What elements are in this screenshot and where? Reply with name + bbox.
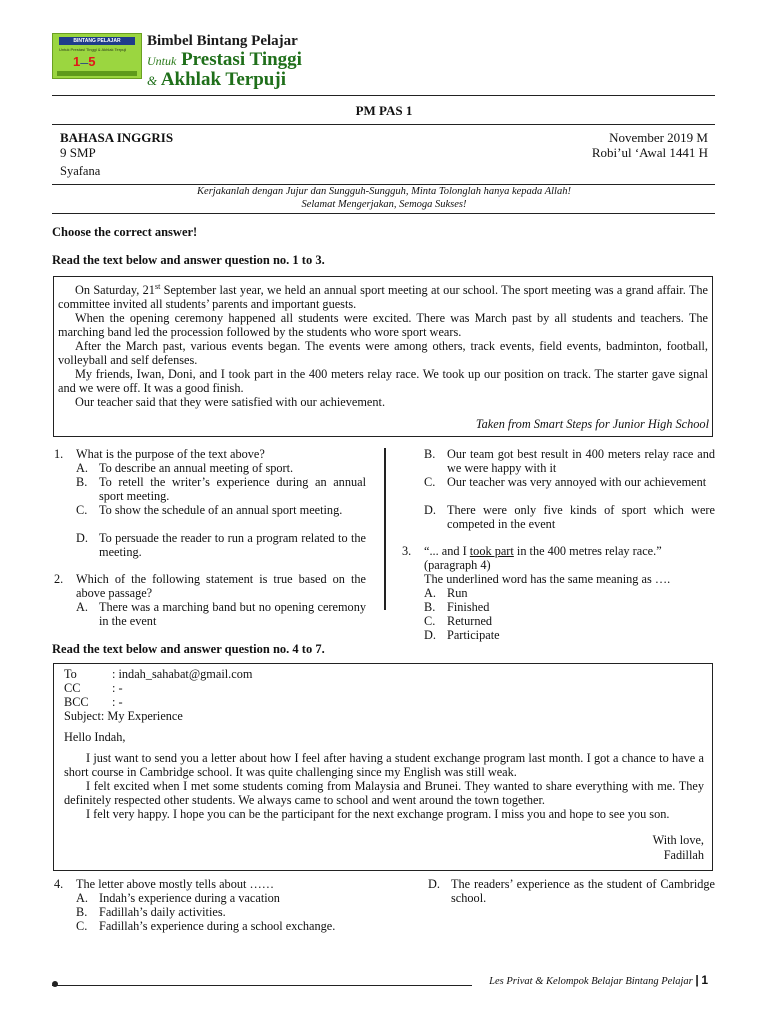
text1-paragraph-2: When the opening ceremony happened all students were excited. There was March past by all students and teachers. The marching band led the procession followed by the students who wore sport wears. (58, 311, 708, 340)
question-number: 4. (54, 877, 64, 891)
q3-prompt: The underlined word has the same meaning as …. (424, 572, 671, 586)
email-to: To : indah_sahabat@gmail.com (64, 667, 253, 681)
text1-paragraph-1: On Saturday, 21st September last year, we held an annual sport meeting at our school. The sport meeting was a grand affair. The committee invited all students’ parents and important guests. (58, 282, 708, 312)
text1-paragraph-3: After the March past, various events began. The events were among others, track events, field events, badminton, football, volleyball and self defenses. (58, 339, 708, 368)
question-number: 2. (54, 572, 64, 586)
email-sender: Fadillah (663, 848, 704, 862)
logo-mid-text: Untuk Prestasi Tinggi & Akhlak Terpuji (59, 47, 127, 52)
text1-paragraph-5: Our teacher said that they were satisfied with our achievement. (75, 395, 386, 410)
email-paragraph-3: I felt very happy. I hope you can be the participant for the next exchange program. I miss you and hope to see you son. (86, 807, 670, 821)
main-instruction: Choose the correct answer! (52, 225, 198, 239)
motto-line-1: Kerjakanlah dengan Jujur dan Sungguh-Sungguh, Minta Tolonglah hanya kepada Allah! (197, 186, 571, 197)
student-name: Syafana (60, 164, 101, 178)
text1-paragraph-4: My friends, Iwan, Doni, and I took part in the 400 meters relay race. We took up our position on track. The starter gave signal and we were off. It was a good finish. (58, 367, 708, 396)
brand-tagline-2: & Akhlak Terpuji (147, 69, 286, 90)
grade-label: 9 SMP (60, 145, 96, 160)
date-gregorian: November 2019 M (609, 130, 708, 145)
page-number: 1 (701, 973, 708, 987)
motto-top-rule (52, 184, 715, 185)
subject-label: BAHASA INGGRIS (60, 130, 174, 145)
column-divider (384, 448, 386, 610)
logo-number: 1—5 (73, 54, 96, 69)
title-rule (52, 124, 715, 125)
email-subject: Subject: My Experience (64, 709, 183, 723)
logo (52, 33, 142, 79)
logo-bottom-bar (57, 71, 137, 76)
motto-bottom-rule (52, 213, 715, 214)
page-title: PM PAS 1 (355, 103, 413, 118)
footer-bullet (52, 981, 58, 987)
email-paragraph-2: I felt excited when I met some students coming from Malaysia and Brunei. They wanted to share everything with me. They definitely respected other students. We always came to school and went around the town together. (64, 779, 704, 807)
question-text: The letter above mostly tells about …… (76, 877, 275, 891)
email-closing: With love, (652, 833, 704, 847)
question-number: 1. (54, 447, 64, 461)
q3-reference: (paragraph 4) (424, 558, 491, 572)
brand-name: Bimbel Bintang Pelajar (147, 33, 298, 49)
underlined-phrase: took part (469, 544, 514, 558)
reading-instruction-1: Read the text below and answer question no. 1 to 3. (52, 253, 325, 267)
email-paragraph-1: I just want to send you a letter about how I feel after having a student exchange program last month. I got a chance to have a short course in Cambridge school. It was quite challenging since my English was still weak. (64, 751, 704, 779)
brand-tagline-1: Untuk Prestasi Tinggi (147, 49, 302, 70)
email-greeting: Hello Indah, (64, 730, 126, 744)
email-cc: CC : - (64, 681, 123, 695)
footer-rule (52, 985, 472, 986)
footer-text: Les Privat & Kelompok Belajar Bintang Pelajar | 1 (489, 973, 708, 987)
date-hijri: Robi’ul ‘Awal 1441 H (591, 145, 708, 160)
reading-text-1 (58, 280, 708, 409)
motto-line-2: Selamat Mengerjakan, Semoga Sukses! (301, 199, 467, 210)
logo-top-text: BINTANG PELAJAR (59, 37, 135, 45)
text1-source: Taken from Smart Steps for Junior High School (475, 417, 709, 431)
question-text: Which of the following statement is true based on the above passage? (76, 572, 366, 600)
question-text: What is the purpose of the text above? (76, 447, 265, 461)
email-body (64, 751, 704, 821)
email-bcc: BCC : - (64, 695, 123, 709)
question-number: 3. (402, 544, 412, 558)
question-text: “... and I took part in the 400 metres relay race.” (424, 544, 662, 558)
reading-instruction-2: Read the text below and answer question no. 4 to 7. (52, 642, 325, 656)
header-rule (52, 95, 715, 96)
